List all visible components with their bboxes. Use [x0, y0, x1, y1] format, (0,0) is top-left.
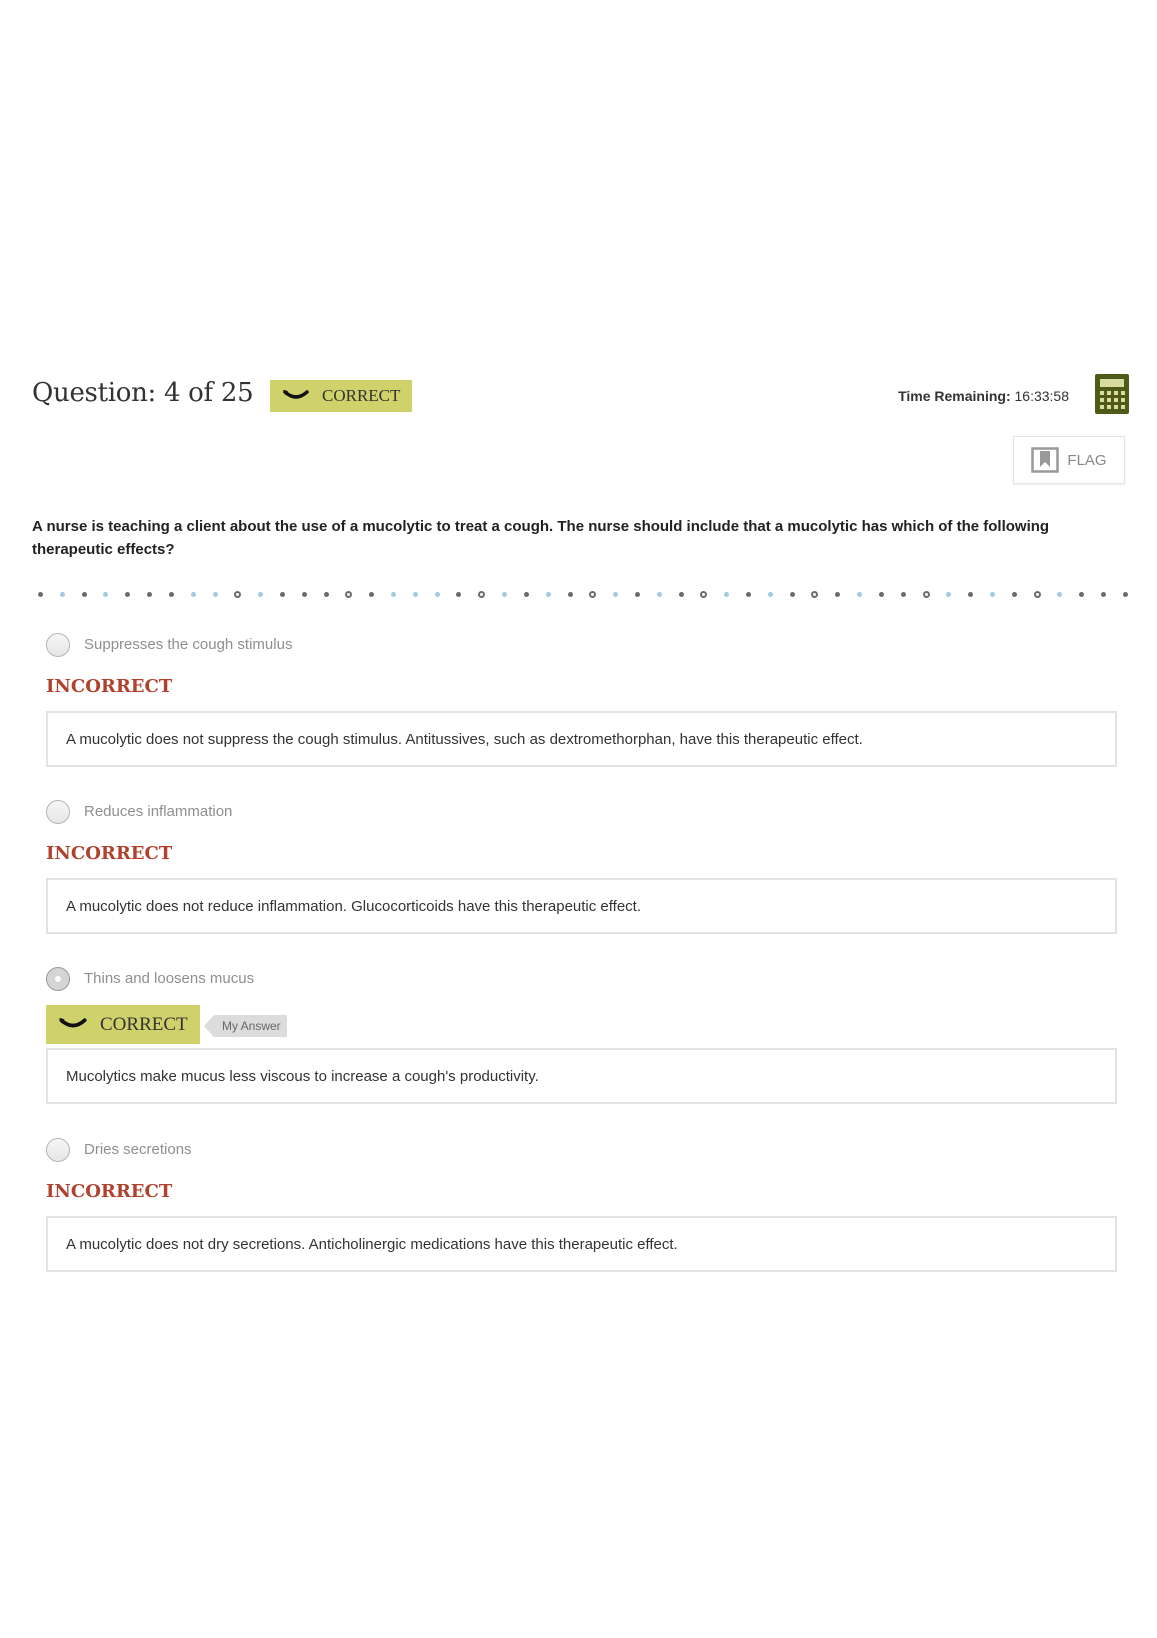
progress-dot[interactable] — [125, 592, 130, 597]
curved-arrow-icon — [58, 1016, 88, 1033]
correct-badge — [46, 1005, 200, 1044]
progress-dot[interactable] — [635, 592, 640, 597]
correct-badge-label: CORRECT — [100, 1013, 188, 1035]
progress-dot[interactable] — [811, 591, 818, 598]
progress-dot[interactable] — [413, 592, 418, 597]
progress-dot[interactable] — [700, 591, 707, 598]
radio-button[interactable] — [46, 800, 70, 824]
progress-dot[interactable] — [546, 592, 551, 597]
progress-dot[interactable] — [901, 592, 906, 597]
progress-dot[interactable] — [147, 592, 152, 597]
progress-dot[interactable] — [568, 592, 573, 597]
result-badge-label: CORRECT — [322, 386, 401, 405]
progress-dot[interactable] — [990, 592, 995, 597]
flag-label: FLAG — [1067, 451, 1107, 469]
option-label[interactable]: Reduces inflammation — [84, 803, 233, 820]
progress-dot[interactable] — [968, 592, 973, 597]
progress-dot[interactable] — [1101, 592, 1106, 597]
rationale-text: Mucolytics make mucus less viscous to increase a cough's productivity. — [66, 1067, 539, 1085]
curved-arrow-icon — [282, 388, 310, 404]
question-counter: Question: 4 of 25 — [32, 378, 254, 408]
time-remaining-value: 16:33:58 — [1014, 388, 1069, 404]
progress-dot[interactable] — [746, 592, 751, 597]
progress-dot[interactable] — [502, 592, 507, 597]
progress-dot[interactable] — [524, 592, 529, 597]
progress-dot[interactable] — [478, 591, 485, 598]
progress-dot[interactable] — [38, 592, 43, 597]
radio-button-selected[interactable] — [46, 967, 70, 991]
progress-dot[interactable] — [345, 591, 352, 598]
rationale-text: A mucolytic does not reduce inflammation. Glucocorticoids have this therapeutic effect. — [66, 897, 642, 915]
incorrect-label: INCORRECT — [46, 843, 173, 864]
progress-dot[interactable] — [258, 592, 263, 597]
time-remaining — [898, 388, 1069, 404]
progress-dot[interactable] — [391, 592, 396, 597]
progress-dot[interactable] — [724, 592, 729, 597]
option-label[interactable]: Dries secretions — [84, 1141, 192, 1158]
bookmark-icon — [1031, 447, 1059, 473]
rationale-text: A mucolytic does not dry secretions. Anticholinergic medications have this therapeutic effect. — [66, 1235, 678, 1253]
incorrect-label: INCORRECT — [46, 1181, 173, 1202]
progress-dot[interactable] — [191, 592, 196, 597]
calculator-keys — [1100, 391, 1124, 409]
progress-dot[interactable] — [923, 591, 930, 598]
radio-button[interactable] — [46, 633, 70, 657]
flag-button[interactable] — [1013, 436, 1125, 484]
progress-dot[interactable] — [369, 592, 374, 597]
progress-dot[interactable] — [280, 592, 285, 597]
question-text: A nurse is teaching a client about the use of a mucolytic to treat a cough. The nurse should include that a mucolytic has which of the following therapeutic effects? — [32, 518, 1050, 558]
incorrect-label: INCORRECT — [46, 676, 173, 697]
result-badge — [270, 380, 412, 412]
progress-dot[interactable] — [213, 592, 218, 597]
progress-dot[interactable] — [1034, 591, 1041, 598]
progress-dot[interactable] — [234, 591, 241, 598]
rationale-text: A mucolytic does not suppress the cough stimulus. Antitussives, such as dextromethorphan, have this therapeutic effect. — [66, 730, 863, 748]
progress-dot[interactable] — [302, 592, 307, 597]
rationale-box — [46, 1216, 1117, 1272]
progress-dot[interactable] — [946, 592, 951, 597]
progress-dot[interactable] — [169, 592, 174, 597]
my-answer-tag: My Answer — [214, 1015, 287, 1037]
progress-dot[interactable] — [768, 592, 773, 597]
radio-button[interactable] — [46, 1138, 70, 1162]
progress-dot[interactable] — [1079, 592, 1084, 597]
progress-dot[interactable] — [1057, 592, 1062, 597]
option-label[interactable]: Thins and loosens mucus — [84, 970, 255, 987]
progress-dot[interactable] — [657, 592, 662, 597]
progress-dot[interactable] — [835, 592, 840, 597]
progress-dot[interactable] — [857, 592, 862, 597]
rationale-box — [46, 878, 1117, 934]
time-remaining-label: Time Remaining: — [898, 388, 1011, 404]
progress-dot[interactable] — [1012, 592, 1017, 597]
progress-dot[interactable] — [435, 592, 440, 597]
progress-dot[interactable] — [879, 592, 884, 597]
progress-dots — [38, 590, 1128, 598]
option-label[interactable]: Suppresses the cough stimulus — [84, 636, 293, 653]
rationale-box — [46, 1048, 1117, 1104]
progress-dot[interactable] — [679, 592, 684, 597]
progress-dot[interactable] — [82, 592, 87, 597]
progress-dot[interactable] — [456, 592, 461, 597]
progress-dot[interactable] — [324, 592, 329, 597]
progress-dot[interactable] — [1123, 592, 1128, 597]
rationale-box — [46, 711, 1117, 767]
question-header — [32, 372, 1129, 420]
progress-dot[interactable] — [790, 592, 795, 597]
calculator-icon[interactable] — [1095, 374, 1129, 414]
progress-dot[interactable] — [589, 591, 596, 598]
progress-dot[interactable] — [60, 592, 65, 597]
progress-dot[interactable] — [103, 592, 108, 597]
progress-dot[interactable] — [613, 592, 618, 597]
calculator-screen — [1100, 379, 1124, 387]
